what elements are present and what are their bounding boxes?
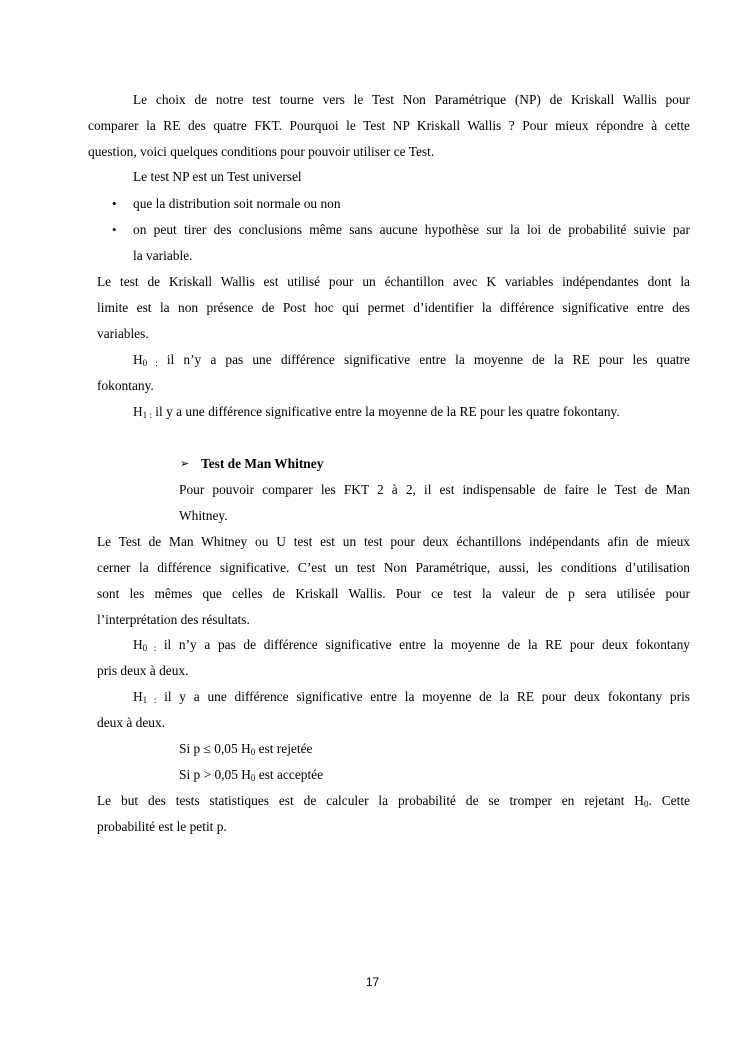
paragraph-3-line-2: limite est la non présence de Post hoc qui permet d’identifier la différence significative entre des <box>97 300 690 315</box>
bullet-2-line-1: on peut tirer des conclusions même sans aucune hypothèse sur la loi de probabilité suivie par <box>133 222 690 237</box>
hypothesis-h1-mann-line-1: $H_{1 :}$ il y a une différence significative entre la moyenne de la RE pour deux fokontany pris <box>133 689 690 705</box>
bullet-2-line-2: la variable. <box>133 248 193 263</box>
section-intro-line-2: Whitney. <box>179 508 228 523</box>
hypothesis-h0-kruskal-line-1: $H_{0 :}$ il n’y a pas une différence significative entre la moyenne de la RE pour les quatre <box>133 352 690 368</box>
hypothesis-h0-kruskal-line-2: fokontany. <box>97 378 154 393</box>
bullet-2-marker: • <box>112 222 117 237</box>
paragraph-4-line-4: l’interprétation des résultats. <box>97 612 250 627</box>
paragraph-4-line-2: cerner la différence significative. C’est un test Non Paramétrique, aussi, les conditions d’utilisation <box>97 560 690 575</box>
paragraph-1-line-3: question, voici quelques conditions pour pouvoir utiliser ce Test. <box>88 144 435 159</box>
paragraph-5-line-2: probabilité est le petit p. <box>97 819 227 834</box>
paragraph-5-line-1: Le but des tests statistiques est de calculer la probabilité de se tromper en rejetant $H_0$. Cette <box>97 793 690 809</box>
paragraph-4-line-3: sont les mêmes que celles de Kriskall Wallis. Pour ce test la valeur de p sera utilisée pour <box>97 586 690 601</box>
decision-rule-reject: Si p ≤ 0,05 $H_0$ est rejetée <box>179 741 313 757</box>
section-title: Test de Man Whitney <box>201 456 324 471</box>
paragraph-1-line-1: Le choix de notre test tourne vers le Test Non Paramétrique (NP) de Kriskall Wallis pour <box>133 92 690 107</box>
hypothesis-h1-mann-line-2: deux à deux. <box>97 715 166 730</box>
hypothesis-h0-mann-line-1: $H_{0 :}$ il n’y a pas de différence significative entre la moyenne de la RE pour deux fokontany <box>133 637 690 653</box>
paragraph-4-line-1: Le Test de Man Whitney ou U test est un test pour deux échantillons indépendants afin de mieux <box>97 534 690 549</box>
hypothesis-h1-kruskal: $H_{1 :}$ il y a une différence significative entre la moyenne de la RE pour les quatre fokontany. <box>133 404 620 420</box>
section-intro-line-1: Pour pouvoir comparer les FKT 2 à 2, il est indispensable de faire le Test de Man <box>179 482 690 497</box>
paragraph-1-line-2: comparer la RE des quatre FKT. Pourquoi le Test NP Kriskall Wallis ? Pour mieux répondre à cette <box>88 118 690 133</box>
paragraph-3-line-3: variables. <box>97 326 149 341</box>
bullet-1-text: que la distribution soit normale ou non <box>133 196 341 211</box>
hypothesis-h0-mann-line-2: pris deux à deux. <box>97 663 189 678</box>
paragraph-3-line-1: Le test de Kriskall Wallis est utilisé pour un échantillon avec K variables indépendantes dont la <box>97 274 690 289</box>
arrow-bullet-icon: ➢ <box>180 458 190 470</box>
decision-rule-accept: Si p > 0,05 $H_0$ est acceptée <box>179 767 324 783</box>
paragraph-2: Le test NP est un Test universel <box>133 169 302 184</box>
page-number: 17 <box>365 975 380 989</box>
bullet-1-marker: • <box>112 196 117 211</box>
